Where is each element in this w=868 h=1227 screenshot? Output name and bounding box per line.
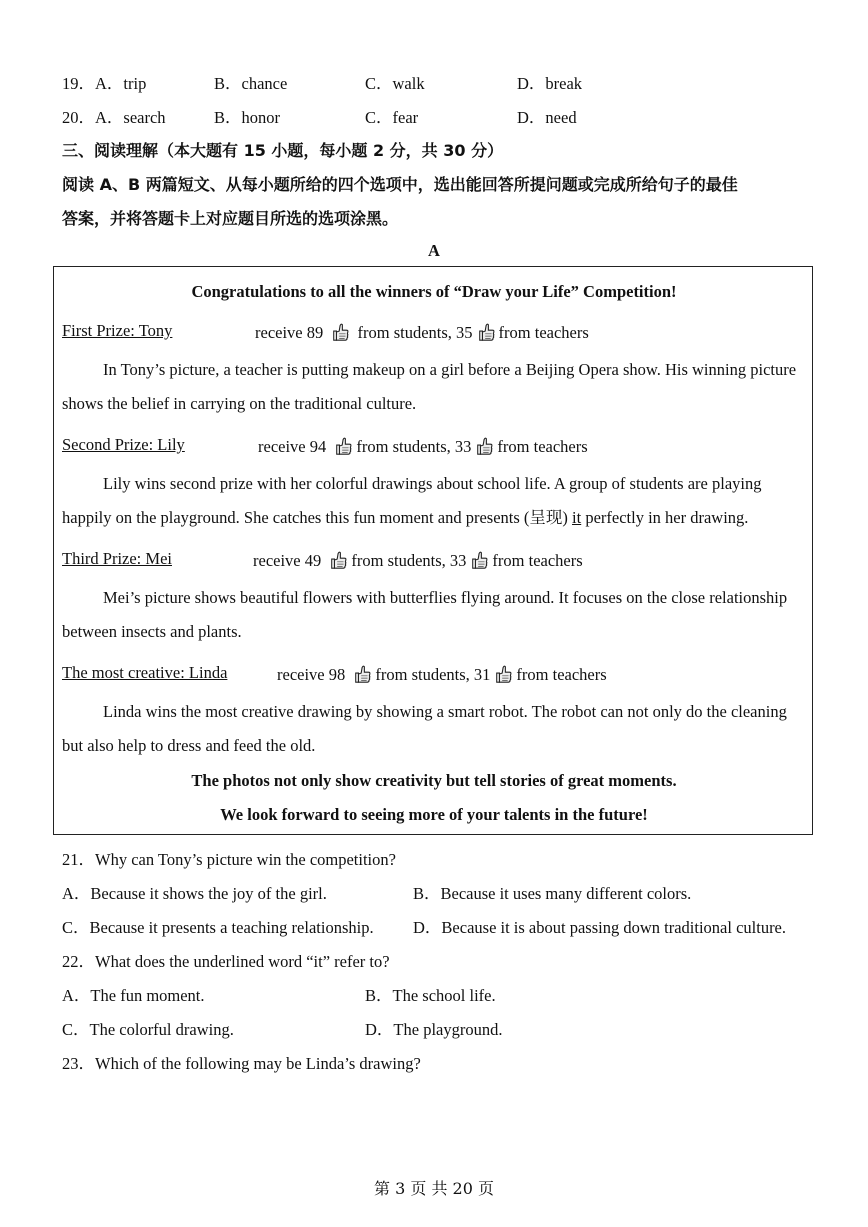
second-prize-teachers: from teachers — [497, 437, 588, 456]
underlined-it: it — [572, 508, 582, 527]
first-prize-votes — [255, 321, 589, 343]
q20-option-d: D．need — [517, 108, 577, 127]
q20-option-a: 20．A．search — [62, 108, 166, 127]
creative-prize-title: The most creative: Linda — [62, 663, 228, 682]
q20-option-c: C．fear — [365, 108, 419, 127]
third-prize-description: Mei’s picture shows beautiful flowers with butterflies flying around. It focuses on the close relationship between insects and plants. — [62, 588, 788, 641]
creative-prize-votes — [277, 663, 607, 685]
passage-label: A — [428, 241, 440, 260]
creative-prize-line — [62, 663, 227, 683]
q21-option-c: C．Because it presents a teaching relationship. — [62, 918, 374, 937]
third-prize-line — [62, 549, 172, 569]
q19-option-a: 19．A．trip — [62, 74, 147, 93]
first-prize-title: First Prize: Tony — [62, 321, 173, 340]
notice-heading: Congratulations to all the winners of “Draw your Life” Competition! — [191, 282, 677, 301]
q21-option-d: D．Because it is about passing down traditional culture. — [413, 918, 787, 937]
question-20-options — [62, 104, 822, 126]
creative-prize-teachers: from teachers — [516, 665, 607, 684]
question-19-options — [62, 70, 822, 92]
q22-option-d: D．The playground. — [365, 1020, 503, 1039]
third-prize-title: Third Prize: Mei — [62, 549, 172, 568]
second-prize-students: from students, 33 — [356, 437, 472, 456]
q19-option-c: C．walk — [365, 74, 425, 93]
q21-option-b: B．Because it uses many different colors. — [413, 884, 692, 903]
q21-option-a: A．Because it shows the joy of the girl. — [62, 884, 327, 903]
creative-prize-students: from students, 31 — [375, 665, 491, 684]
first-prize-receive: receive 89 — [255, 323, 324, 342]
thumbs-up-icon — [329, 549, 349, 571]
thumbs-up-icon — [475, 435, 495, 457]
thumbs-up-icon — [353, 663, 373, 685]
section-title: 三、阅读理解（本大题有 15 小题，每小题 2 分，共 30 分） — [62, 141, 504, 160]
first-prize-students: from students, 35 — [357, 323, 473, 342]
creative-prize-description: Linda wins the most creative drawing by showing a smart robot. The robot can not only do the cleaning but also help to dress and feed the old. — [62, 702, 787, 755]
section-instructions-line2: 答案，并将答题卡上对应题目所选的选项涂黑。 — [62, 209, 399, 228]
section-instructions-line1: 阅读 A、B 两篇短文、从每小题所给的四个选项中，选出能回答所提问题或完成所给句子的最佳 — [62, 175, 738, 194]
second-prize-description: Lily wins second prize with her colorful drawings about school life. A group of students are playing happily on the playground. She catches this fun moment and presents (呈现) it perfectly in her drawing. — [62, 474, 762, 527]
notice-closing-1: The photos not only show creativity but tell stories of great moments. — [191, 771, 677, 790]
second-prize-title: Second Prize: Lily — [62, 435, 185, 454]
thumbs-up-icon — [331, 321, 351, 343]
second-prize-receive: receive 94 — [258, 437, 327, 456]
thumbs-up-icon — [470, 549, 490, 571]
second-prize-line — [62, 435, 185, 455]
thumbs-up-icon — [494, 663, 514, 685]
q23-stem: 23．Which of the following may be Linda’s drawing? — [62, 1054, 421, 1073]
second-prize-votes — [258, 435, 588, 457]
third-prize-teachers: from teachers — [492, 551, 583, 570]
creative-prize-receive: receive 98 — [277, 665, 346, 684]
thumbs-up-icon — [334, 435, 354, 457]
first-prize-line — [62, 321, 172, 341]
q19-option-d: D．break — [517, 74, 583, 93]
q21-stem: 21．Why can Tony’s picture win the competition? — [62, 850, 396, 869]
notice-closing-2: We look forward to seeing more of your talents in the future! — [220, 805, 648, 824]
third-prize-votes — [253, 549, 583, 571]
q22-option-a: A．The fun moment. — [62, 986, 205, 1005]
first-prize-description: In Tony’s picture, a teacher is putting makeup on a girl before a Beijing Opera show. His winning picture shows the belief in carrying on the traditional culture. — [62, 360, 797, 413]
q20-option-b: B．honor — [214, 108, 280, 127]
third-prize-students: from students, 33 — [351, 551, 467, 570]
page-footer: 第 3 页 共 20 页 — [374, 1179, 494, 1198]
q19-option-b: B．chance — [214, 74, 288, 93]
q22-option-b: B．The school life. — [365, 986, 496, 1005]
q22-stem: 22．What does the underlined word “it” refer to? — [62, 952, 390, 971]
thumbs-up-icon — [477, 321, 497, 343]
first-prize-teachers: from teachers — [498, 323, 589, 342]
third-prize-receive: receive 49 — [253, 551, 322, 570]
q22-option-c: C．The colorful drawing. — [62, 1020, 234, 1039]
